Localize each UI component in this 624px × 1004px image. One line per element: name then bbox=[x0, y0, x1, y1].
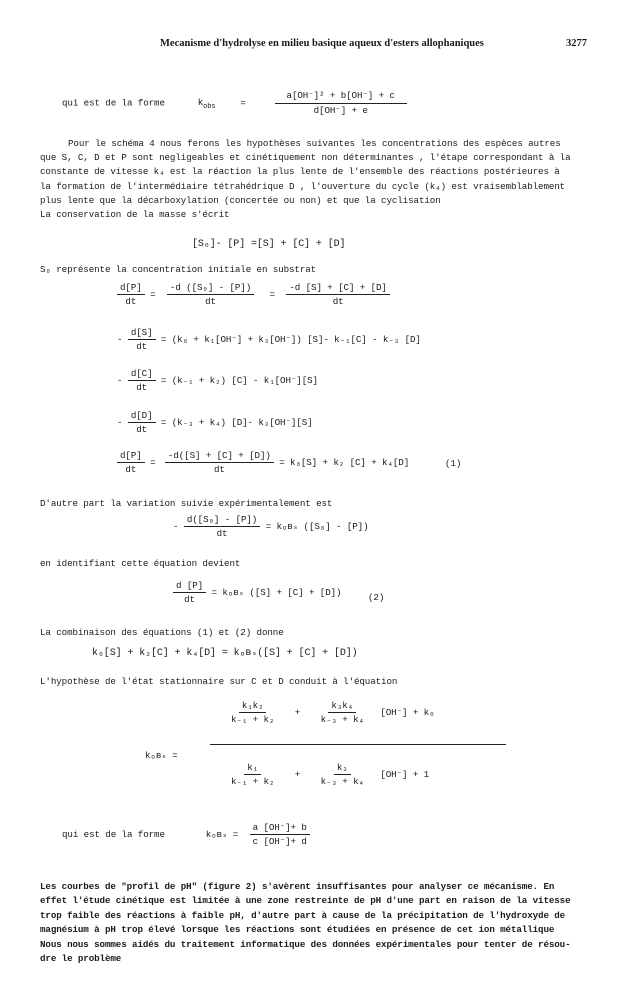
fraction: $\frac{\text{k₃}}{\text{k₋₃ + k₄}}$ bbox=[320, 762, 364, 787]
text-line: que S, C, D et P sont negligeables et cinétiquement non déterminantes , l'étape correspondant à la bbox=[40, 152, 571, 164]
equation-2: $\frac{d [P]}{dt}$ = kₒʙₛ ([S] + [C] + [D]) bbox=[173, 580, 341, 605]
equation-lead-text: qui est de la forme bbox=[62, 97, 165, 109]
equation-stationary-denominator: $\frac{\text{k₁}}{\text{k₋₁ + k₂}}$ + $\frac{\text{k₃}}{\text{k₋₃ + k₄}}$ [OH⁻] + 1 bbox=[228, 762, 429, 787]
equation-kobs-quadratic: qui est de la forme $k_{obs}$ = $\frac{\text{a[OH⁻]² + b[OH⁻] + c}}{d[OH^-] + e}$ bbox=[62, 90, 407, 116]
equation-dS-dt: - $\frac{d[S]}{dt}$ = (k₀ + k₁[OH⁻] + k₃[OH⁻]) [S]- k₋₁[C] - k₋₃ [D] bbox=[117, 327, 421, 352]
text-line: magnésium à pH trop élevé lorsque les réactions sont étudiées en présence de cet ion métallique bbox=[40, 924, 555, 936]
text-identifiant: en identifiant cette équation devient bbox=[40, 558, 241, 569]
equation-stationary-numerator: $\frac{\text{k₁k₂}}{\text{k₋₁ + k₂}}$ + $\frac{\text{k₃k₄}}{\text{k₋₃ + k₄}}$ [OH⁻] + k₀ bbox=[228, 700, 435, 725]
text-combinaison: La combinaison des équations (1) et (2) donne bbox=[40, 627, 284, 638]
equation-dC-dt: - $\frac{d[C]}{dt}$ = (k₋₁ + k₂) [C] - k₁[OH⁻][S] bbox=[117, 368, 318, 393]
text-line: la formation de l'intermédiaire tétrahédrique D , l'ouverture du cycle (k₄) est vraisemblablement bbox=[40, 180, 566, 192]
text-line: Pour le schéma 4 nous ferons les hypothèses suivantes les concentrations des espèces autres bbox=[68, 138, 561, 149]
kobs-symbol: $k_{obs}$ bbox=[197, 97, 216, 112]
fraction: $\frac{d[C]}{dt}$ bbox=[128, 368, 156, 393]
fraction: $\frac{d[P]}{dt}$ bbox=[117, 282, 145, 307]
fraction: $\frac{d [P]}{dt}$ bbox=[173, 580, 206, 605]
paragraph-hypotheses bbox=[40, 137, 600, 222]
text-autre-part: D'autre part la variation suivie expérimentalement est bbox=[40, 498, 333, 509]
equation-label: (1) bbox=[445, 458, 462, 469]
page-number: 3277 bbox=[566, 38, 587, 49]
fraction: $\frac{\text{k₁k₂}}{\text{k₋₁ + k₂}}$ bbox=[231, 700, 275, 725]
kobs-lhs: kₒʙₛ = bbox=[145, 750, 178, 761]
fraction: $\frac{\text{k₁}}{\text{k₋₁ + k₂}}$ bbox=[231, 762, 275, 787]
paragraph-profil-ph bbox=[40, 880, 600, 966]
equation-kobs-form: qui est de la forme kₒʙₛ = $\frac{a [OH^-]+ b}{c [OH^-]+ d}$ bbox=[62, 822, 310, 847]
text-line: Les courbes de "profil de pH" (figure 2) s'avèrent insuffisantes pour analyser ce mécanisme. En bbox=[40, 881, 555, 892]
text-s0-definition: S₀ représente la concentration initiale en substrat bbox=[40, 264, 317, 275]
equation-dD-dt: - $\frac{d[D]}{dt}$ = (k₋₃ + k₄) [D]- k₃[OH⁻][S] bbox=[117, 410, 313, 435]
text-line: constante de vitesse k₄ est la réaction la plus lente de l'ensemble des réactions postérieures à bbox=[40, 166, 560, 178]
main-fraction-bar bbox=[210, 744, 506, 745]
equation-variation: - $\frac{\text{d([S₀] - [P])}}{dt}$ = kₒʙₛ ([S₀] - [P]) bbox=[173, 514, 369, 539]
fraction: $\frac{\text{d([S₀] - [P])}}{dt}$ bbox=[184, 514, 260, 539]
text-line: effet l'étude cinétique est limitée à une zone restreinte de pH d'une part en raison de la vitesse bbox=[40, 895, 571, 907]
text-line: La conservation de la masse s'écrit bbox=[40, 209, 230, 221]
fraction: $\frac{-d([S] + [C] + [D])}{dt}$ bbox=[165, 450, 274, 475]
equation-mass-conservation: [S₀]- [P] =[S] + [C] + [D] bbox=[192, 239, 346, 250]
header-title: Mecanisme d'hydrolyse en milieu basique aqueux d'esters allophaniques bbox=[160, 38, 484, 49]
text-line: trop faible des réactions à faible pH, d'autre part à cause de la précipitation de l'hydroxyde de bbox=[40, 909, 566, 921]
fraction: $\frac{\text{a[OH⁻]² + b[OH⁻] + c}}{d[OH^-] + e}$ bbox=[275, 90, 407, 116]
fraction: $\frac{d[D]}{dt}$ bbox=[128, 410, 156, 435]
equation-combination: k₀[S] + k₂[C] + k₄[D] = kₒʙₛ([S] + [C] + [D]) bbox=[92, 648, 358, 659]
fraction: $\frac{d[S]}{dt}$ bbox=[128, 327, 156, 352]
text-line: Nous nous sommes aidés du traitement informatique des données expérimentales pour tenter de résou- bbox=[40, 938, 571, 950]
equation-dP-dt: $\frac{d[P]}{dt}$ = $\frac{\text{-d ([S₀] - [P])}}{dt}$ = $\frac{-d [S] + [C] + [D]}{dt}$ bbox=[117, 282, 390, 307]
equation-label: (2) bbox=[368, 592, 385, 603]
text-hypothese: L'hypothèse de l'état stationnaire sur C et D conduit à l'équation bbox=[40, 676, 398, 687]
fraction: $\frac{\text{k₃k₄}}{\text{k₋₃ + k₄}}$ bbox=[320, 700, 364, 725]
fraction: $\frac{d[P]}{dt}$ bbox=[117, 450, 145, 475]
text-line: dre le problème bbox=[40, 953, 122, 965]
fraction: $\frac{\text{-d ([S₀] - [P])}}{dt}$ bbox=[167, 282, 254, 307]
fraction: $\frac{a [OH^-]+ b}{c [OH^-]+ d}$ bbox=[250, 822, 310, 847]
fraction: $\frac{-d [S] + [C] + [D]}{dt}$ bbox=[286, 282, 389, 307]
text-line: plus lente que la décarboxylation (concertée ou non) et que la cyclisation bbox=[40, 194, 441, 206]
equation-1: $\frac{d[P]}{dt}$ = $\frac{-d([S] + [C] + [D])}{dt}$ = k₀[S] + k₂ [C] + k₄[D] bbox=[117, 450, 409, 475]
